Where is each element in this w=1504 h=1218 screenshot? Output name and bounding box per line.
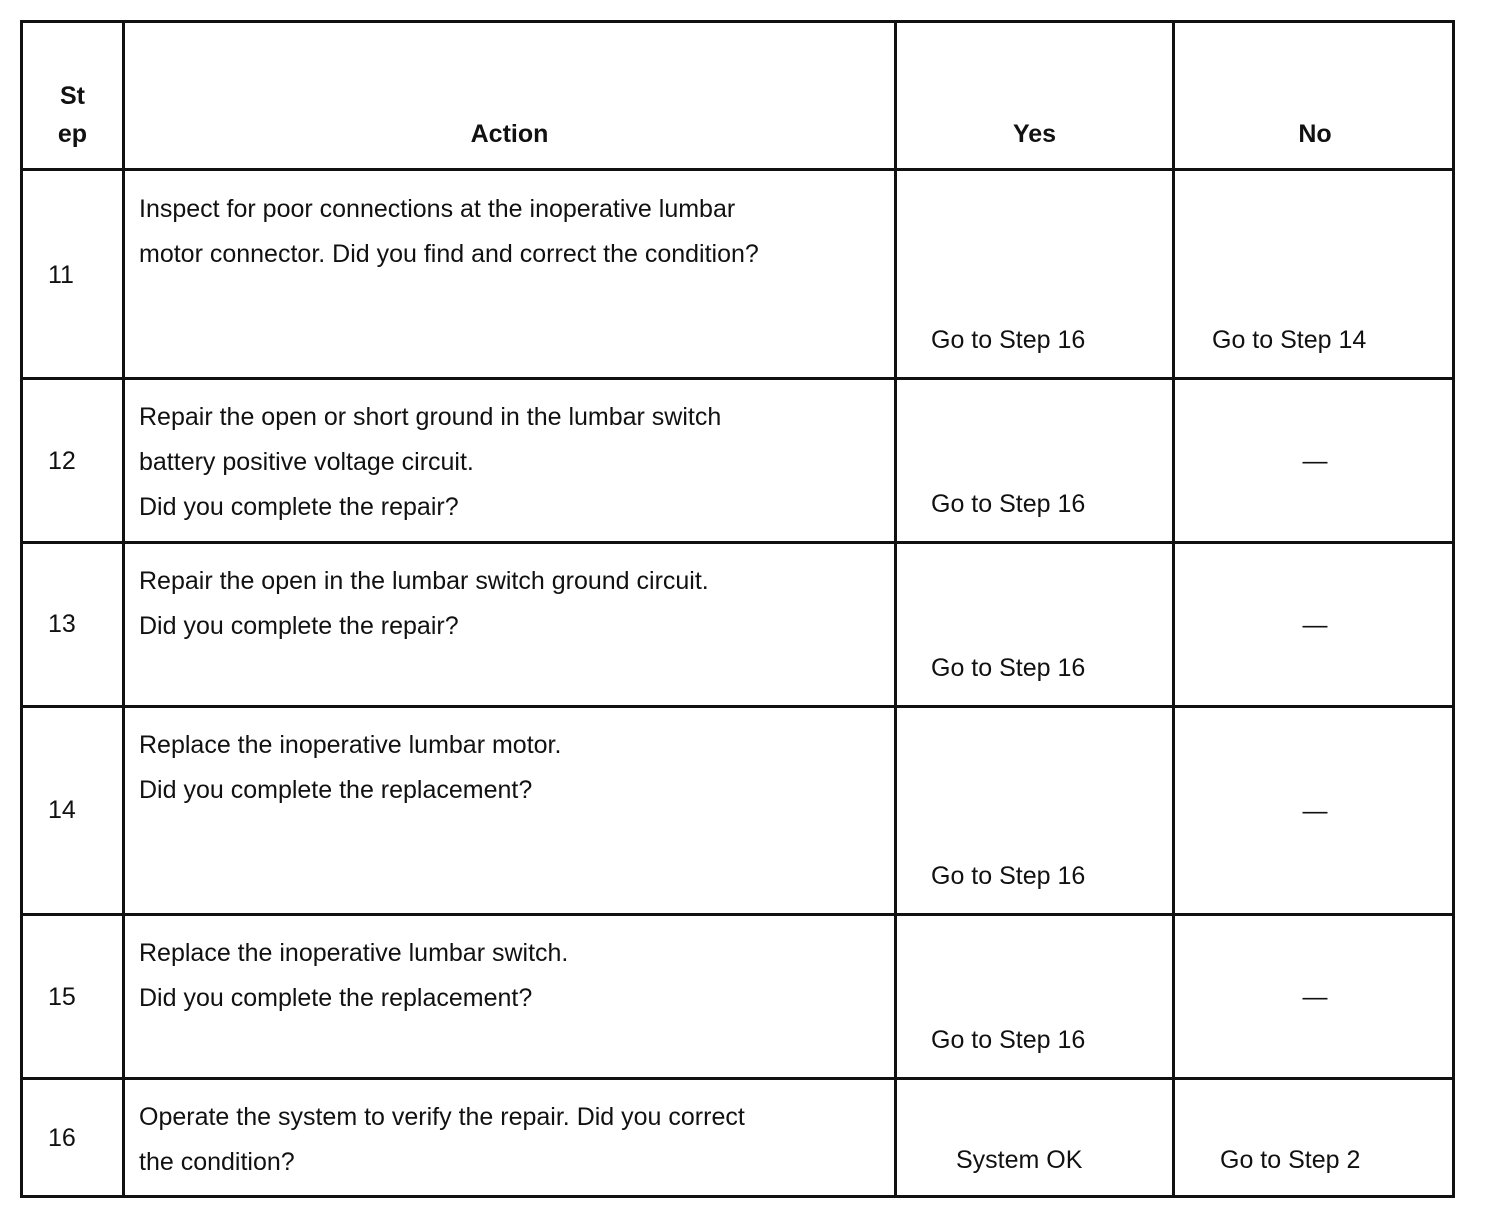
no-result: — [1302, 611, 1328, 639]
diagnostic-table [20, 20, 1455, 1198]
header-step-line1: St [60, 82, 85, 110]
row-divider [23, 168, 1452, 171]
no-result: — [1302, 983, 1328, 1011]
step-number: 16 [48, 1124, 76, 1152]
row-divider [23, 541, 1452, 544]
yes-result: Go to Step 16 [931, 326, 1086, 354]
no-result: — [1302, 447, 1328, 475]
header-step [23, 82, 122, 148]
step-number: 14 [48, 796, 76, 824]
yes-result: Go to Step 16 [931, 490, 1086, 518]
header-action: Action [470, 120, 549, 148]
no-result: — [1302, 797, 1328, 825]
row-divider [23, 913, 1452, 916]
yes-result: Go to Step 16 [931, 654, 1086, 682]
header-yes: Yes [1012, 120, 1057, 148]
yes-result: Go to Step 16 [931, 1026, 1086, 1054]
step-number: 12 [48, 447, 76, 475]
row-divider [23, 1077, 1452, 1080]
action-text: Replace the inoperative lumbar motor. Did you complete the replacement? [139, 731, 562, 804]
step-number: 15 [48, 983, 76, 1011]
column-divider [894, 23, 897, 1195]
column-divider [122, 23, 125, 1195]
action-text: Inspect for poor connections at the inoperative lumbar motor connector. Did you find and correct the condition? [139, 195, 759, 268]
step-number: 11 [48, 261, 74, 289]
no-result: Go to Step 14 [1212, 326, 1367, 354]
yes-result: Go to Step 16 [931, 862, 1086, 890]
row-divider [23, 705, 1452, 708]
column-divider [1172, 23, 1175, 1195]
action-text: Operate the system to verify the repair. Did you correct the condition? [139, 1103, 745, 1176]
row-divider [23, 377, 1452, 380]
step-number: 13 [48, 610, 76, 638]
action-text: Replace the inoperative lumbar switch. Did you complete the replacement? [139, 939, 569, 1012]
action-text: Repair the open or short ground in the lumbar switch battery positive voltage circuit. Did you complete the repair? [139, 403, 722, 521]
header-no: No [1298, 120, 1332, 148]
no-result: Go to Step 2 [1220, 1146, 1361, 1174]
header-step-line2: ep [57, 120, 88, 148]
yes-result: System OK [956, 1146, 1083, 1174]
action-text: Repair the open in the lumbar switch ground circuit. Did you complete the repair? [139, 567, 709, 640]
